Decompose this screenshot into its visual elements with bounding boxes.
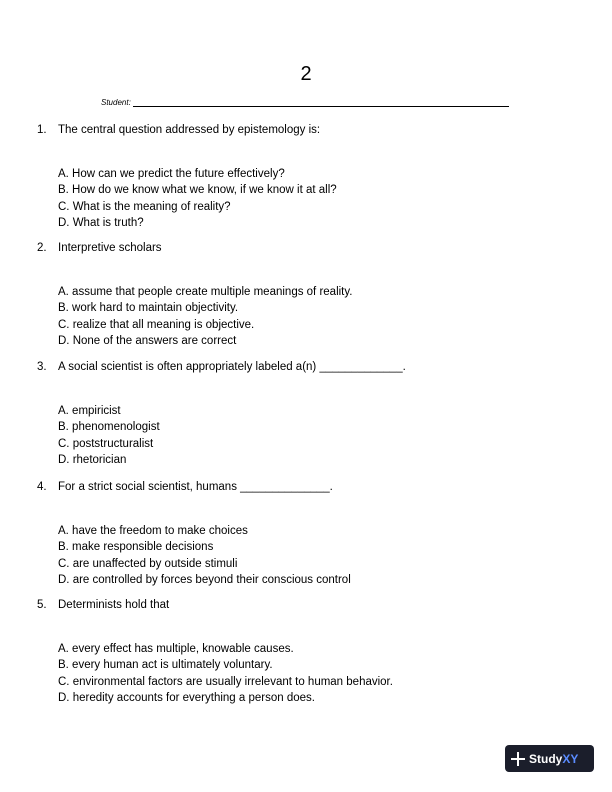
studyxy-logo[interactable] [505,745,594,772]
answer-option[interactable]: B. phenomenologist [58,421,160,434]
question-number: 3. [37,361,47,373]
question-text: For a strict social scientist, humans ______________. [58,481,333,493]
page-number: 2 [300,63,312,85]
question-text: A social scientist is often appropriately labeled a(n) _____________. [58,361,406,373]
student-label: Student: [101,98,131,107]
question-text: Determinists hold that [58,599,170,611]
question-number: 1. [37,124,47,136]
student-name-line[interactable] [133,98,509,107]
answer-option[interactable]: C. realize that all meaning is objective. [58,318,255,331]
answer-options [58,523,351,588]
answer-option[interactable]: A. every effect has multiple, knowable causes. [58,643,294,655]
question-text: The central question addressed by epistemology is: [58,124,321,136]
answer-option[interactable]: B. every human act is ultimately voluntary. [58,659,273,672]
answer-option[interactable]: A. have the freedom to make choices [58,525,248,537]
answer-option[interactable]: A. How can we predict the future effectively? [58,168,285,180]
question-number: 2. [37,242,47,254]
answer-option[interactable]: A. empiricist [58,405,121,417]
answer-options [58,284,352,349]
answer-option[interactable]: D. What is truth? [58,216,144,229]
question-number: 4. [37,481,47,493]
answer-option[interactable]: B. How do we know what we know, if we know it at all? [58,184,337,197]
plus-icon [511,752,525,766]
student-field [101,98,509,107]
logo-text: Study [529,751,563,766]
answer-option[interactable]: A. assume that people create multiple meanings of reality. [58,286,353,298]
answer-option[interactable]: C. environmental factors are usually irrelevant to human behavior. [58,675,393,688]
answer-option[interactable]: B. work hard to maintain objectivity. [58,302,239,315]
question-text: Interpretive scholars [58,242,162,254]
answer-option[interactable]: B. make responsible decisions [58,541,214,554]
logo-accent-text: XY [562,751,579,766]
answer-options [58,641,393,706]
answer-option[interactable]: D. heredity accounts for everything a person does. [58,691,315,704]
answer-option[interactable]: C. What is the meaning of reality? [58,200,231,213]
question-number: 5. [37,599,47,611]
answer-option[interactable]: D. are controlled by forces beyond their conscious control [58,573,351,586]
answer-options [58,403,160,468]
answer-option[interactable]: C. are unaffected by outside stimuli [58,557,238,570]
answer-option[interactable]: C. poststructuralist [58,437,154,450]
answer-option[interactable]: D. None of the answers are correct [58,334,237,347]
answer-options [58,166,337,231]
answer-option[interactable]: D. rhetorician [58,453,127,466]
